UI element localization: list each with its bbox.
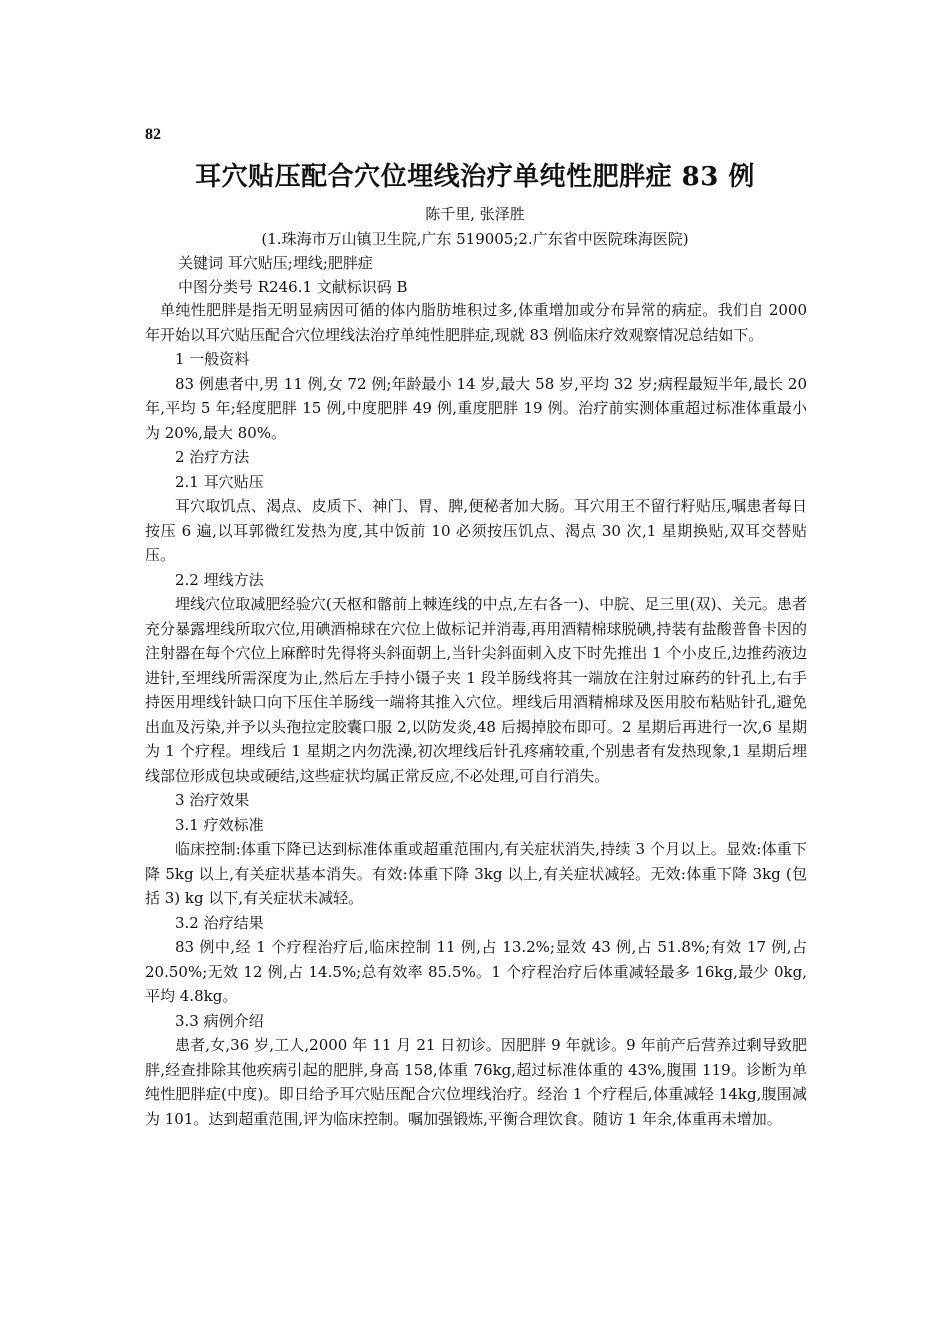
classification-codes: 中图分类号 R246.1 文献标识码 B bbox=[178, 278, 408, 296]
section-heading: 1 一般资料 bbox=[175, 350, 250, 368]
paragraph: 埋线穴位取减肥经验穴(天枢和髂前上棘连线的中点,左右各一)、中脘、足三里(双)、关元。患者充分暴露埋线所取穴位,用碘酒棉球在穴位上做标记并消毒,再用酒精棉球脱碘,持装有盐酸普鲁卡因的注射器在每个穴位上麻醉时先得将头斜面朝上,当针尖斜面刺入皮下时先推出 1 个小皮丘,边推药液边进针,至埋线所需深度为止,然后左手持小镊子夹 1 段羊肠线将其一端放在注射过麻药的针孔上,右手持医用埋线针缺口向下压住羊肠线一端将其推入穴位。埋线后用酒精棉球及医用胶布粘贴针孔,避免出血及污染,并予以头孢拉定胶囊口服 2,以防发炎,48 后揭掉胶布即可。2 星期后再进行一次,6 星期为 1 个疗程。埋线后 1 星期之内勿洗澡,初次埋线后针孔疼痛较重,个别患者有发热现象,1 星期后埋线部位形成包块或硬结,这些症状均属正常反应,不必处理,可自行消失。 bbox=[145, 595, 807, 785]
paragraph: 83 例中,经 1 个疗程治疗后,临床控制 11 例,占 13.2%;显效 43 例,占 51.8%;有效 17 例,占 20.50%;无效 12 例,占 14.5%;总有效率 85.5%。1 个疗程治疗后体重减轻最多 16kg,最少 0kg,平均 4.8kg。 bbox=[145, 938, 807, 1005]
article-body bbox=[145, 298, 807, 1131]
subsection-heading: 3.1 疗效标准 bbox=[175, 815, 264, 834]
keywords: 关键词 耳穴贴压;埋线;肥胖症 bbox=[178, 254, 373, 272]
section-heading: 3 治疗效果 bbox=[175, 791, 250, 809]
paragraph: 83 例患者中,男 11 例,女 72 例;年龄最小 14 岁,最大 58 岁,平均 32 岁;病程最短半年,最长 20 年,平均 5 年;轻度肥胖 15 例,中度肥胖 49 例,重度肥胖 19 例。治疗前实测体重超过标准体重最小为 20%,最大 80%。 bbox=[145, 374, 807, 442]
paragraph: 患者,女,36 岁,工人,2000 年 11 月 21 日初诊。因肥胖 9 年就诊。9 年前产后营养过剩导致肥胖,经查排除其他疾病引起的肥胖,身高 158,体重 76kg,超过标准体重的 43%,腹围 119。诊断为单纯性肥胖症(中度)。即日给予耳穴贴压配合穴位埋线治疗。经治 1 个疗程后,体重减轻 14kg,腹围减为 101。达到超重范围,评为临床控制。嘱加强锻炼,平衡合理饮食。随访 1 年余,体重再未增加。 bbox=[145, 1036, 807, 1128]
page-number: 82 bbox=[145, 126, 161, 143]
subsection-heading: 3.2 治疗结果 bbox=[175, 913, 264, 932]
subsection-heading: 2.2 埋线方法 bbox=[175, 570, 264, 589]
subsection-heading: 2.1 耳穴贴压 bbox=[175, 472, 264, 491]
paragraph: 临床控制:体重下降已达到标准体重或超重范围内,有关症状消失,持续 3 个月以上。显效:体重下降 5kg 以上,有关症状基本消失。有效:体重下降 3kg 以上,有关症状减轻。无效:体重下降 3kg (包括 3) kg 以下,有关症状未减轻。 bbox=[145, 840, 807, 907]
affiliation: (1.珠海市万山镇卫生院,广东 519005;2.广东省中医院珠海医院) bbox=[261, 230, 689, 248]
section-heading: 2 治疗方法 bbox=[175, 448, 250, 466]
subsection-heading: 3.3 病例介绍 bbox=[175, 1011, 264, 1030]
intro-paragraph: 单纯性肥胖是指无明显病因可循的体内脂肪堆积过多,体重增加或分布异常的病症。我们自 2000 年开始以耳穴贴压配合穴位埋线法治疗单纯性肥胖症,现就 83 例临床疗效观察情况总结如下。 bbox=[145, 301, 807, 344]
authors: 陈千里, 张泽胜 bbox=[425, 205, 525, 223]
paragraph: 耳穴取饥点、渴点、皮质下、神门、胃、脾,便秘者加大肠。耳穴用王不留行籽贴压,嘱患者每日按压 6 遍,以耳郭微红发热为度,其中饭前 10 必须按压饥点、渴点 30 次,1 星期换贴,双耳交替贴压。 bbox=[145, 497, 807, 564]
article-title: 耳穴贴压配合穴位埋线治疗单纯性肥胖症 83 例 bbox=[195, 162, 755, 192]
